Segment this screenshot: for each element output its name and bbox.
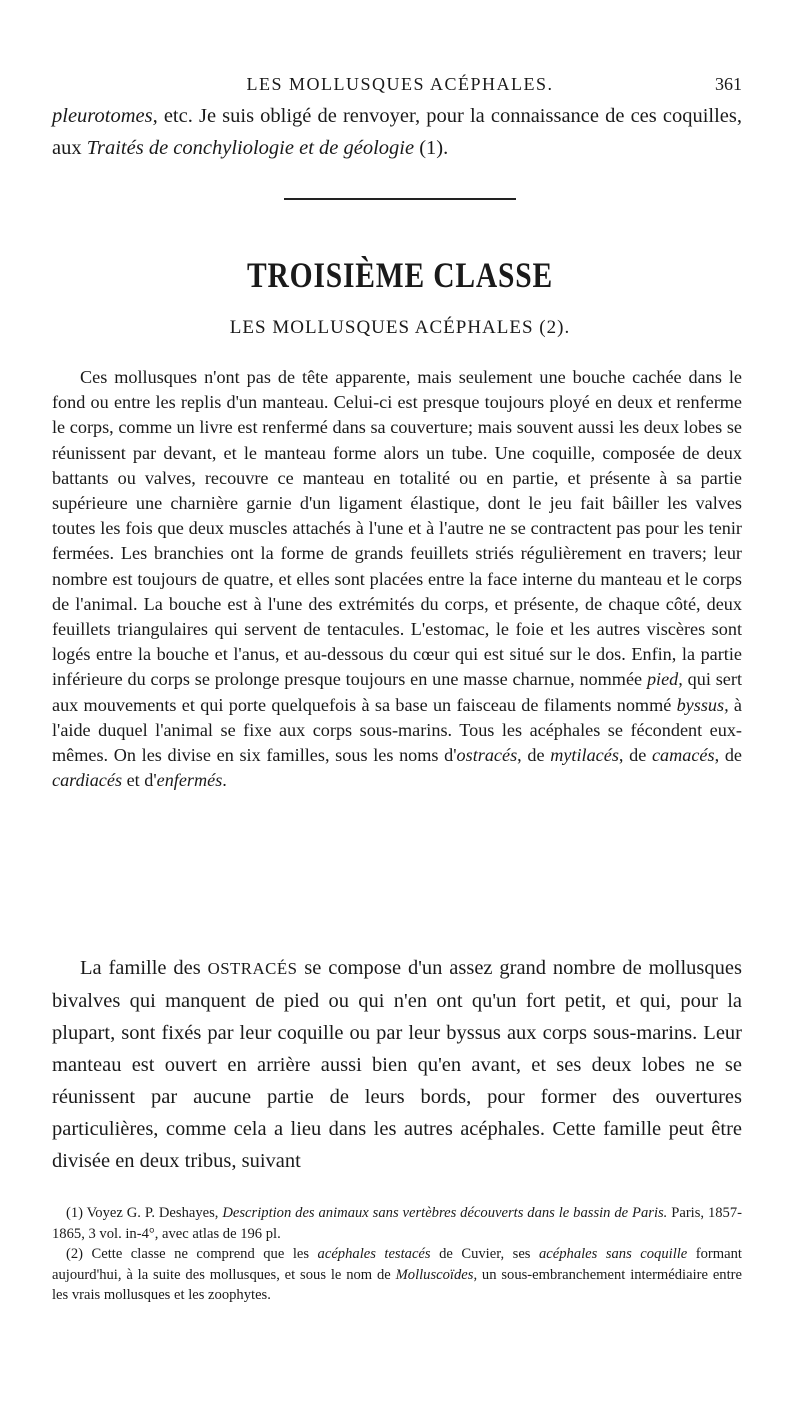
footnote-1: (1) Voyez G. P. Deshayes, Description des animaux sans vertèbres découverts dans le bassin de Paris. Paris, 1857-1865, 3 vol. in-4°, avec atlas de 196 pl. [52, 1205, 743, 1242]
continued-paragraph: pleurotomes, etc. Je suis obligé de renvoyer, pour la connaissance de ces coquilles, aux Traités de conchyliologie et de géologie (1). [52, 105, 742, 159]
section-rule [284, 198, 516, 200]
book-reference: Traités de conchyliologie et de géologie [86, 137, 415, 159]
class-heading: TROISIÈME CLASSE [247, 255, 553, 295]
paragraph-ostraces: La famille des OSTRACÉS se compose d'un assez grand nombre de mollusques bivalves qui manquent de pied ou qui n'en ont qu'un fort petit, et qui, pour la plupart, sont fixés par leur coquille ou par leur byssus aux corps sous-marins. Leur manteau est ouvert en arrière aussi bien qu'en avant, et ses deux lobes ne se réunissent par aucune partie de leurs bords, pour former des ouvertures particulières, comme cela a lieu dans les autres acéphales. Cette famille peut être divisée en deux tribus, suivant [52, 957, 742, 1172]
footnote-2: (2) Cette classe ne comprend que les acéphales testacés de Cuvier, ses acéphales sans coquille formant aujourd'hui, à la suite des mollusques, et sous le nom de Molluscoïdes, un sous-embranchement intermédiaire entre les vrais mollusques et les zoophytes. [52, 1246, 742, 1304]
class-subheading: LES MOLLUSQUES ACÉPHALES (2). [229, 317, 571, 338]
paragraph-acephales-description: Ces mollusques n'ont pas de tête apparente, mais seulement une bouche cachée dans le fond ou entre les replis d'un manteau. Celui-ci est presque toujours ployé en deux et renferme le corps, comme un livre est renfermé dans sa couverture; mais souvent aussi les deux lobes se réunissent par devant, et le manteau forme alors un tube. Une coquille, composée de deux battants ou valves, recouvre ce manteau en totalité ou en partie, et présente à sa partie supérieure une charnière garnie d'un ligament élastique, dont le jeu fait bâiller les valves toutes les fois que deux muscles attachés à l'une et à l'autre ne se contractent pas pour les tenir fermées. Les branchies ont la forme de grands feuillets striés régulièrement en travers; leur nombre est toujours de quatre, et elles sont placées entre la face interne du manteau et le corps de l'animal. La bouche est à l'une des extrémités du corps, et présente, de chaque côté, deux feuillets triangulaires qui servent de tentacules. L'estomac, le foie et les autres viscères sont logés entre la bouche et l'anus, et au-dessous du cœur qui est situé sur le dos. Enfin, la partie inférieure du corps se prolonge presque toujours en une masse charnue, nommée pied, qui sert aux mouvements et qui porte quelquefois à sa base un faisceau de filaments nommé byssus, à l'aide duquel l'animal se fixe aux corps sous-marins. Tous les acéphales se fécondent eux-mêmes. On les divise en six familles, sous les noms d'ostracés, de mytilacés, de camacés, de cardiacés et d'enfermés. [52, 367, 742, 791]
running-head [0, 70, 800, 100]
small-caps-term: OSTRACÉS [207, 959, 298, 978]
page-number: 361 [715, 74, 742, 94]
italic-term: pleurotomes, [52, 105, 158, 127]
running-head-title: LES MOLLUSQUES ACÉPHALES. [246, 74, 554, 94]
